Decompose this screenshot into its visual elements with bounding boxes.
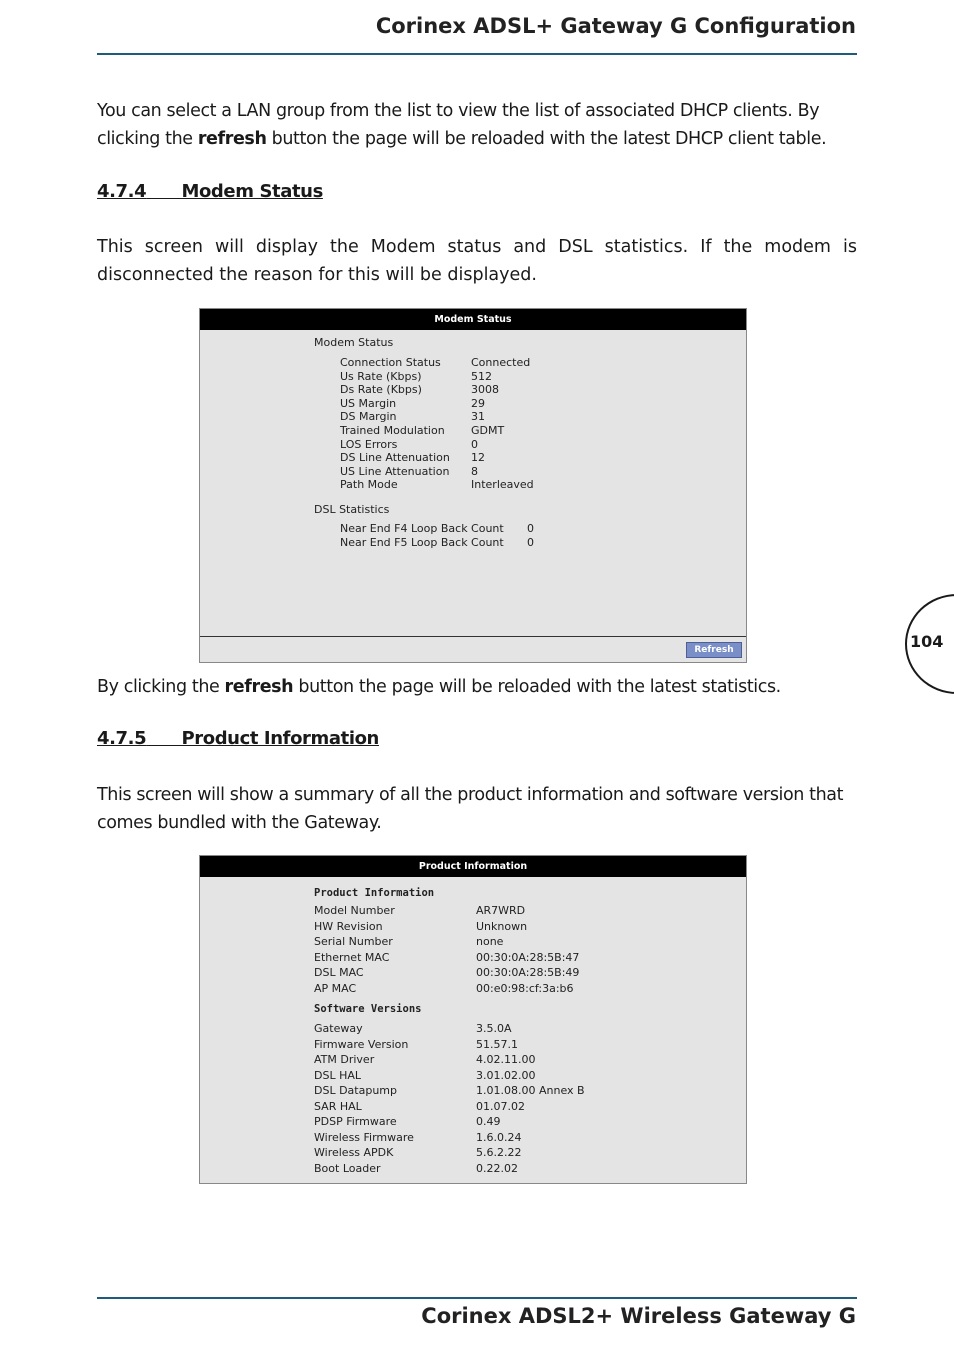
table-row xyxy=(314,1162,585,1178)
row-label: Model Number xyxy=(314,904,395,917)
section-number: 4.7.4 xyxy=(97,181,147,202)
table-row xyxy=(314,1084,585,1100)
table-row xyxy=(314,1069,585,1085)
table-row xyxy=(314,982,579,998)
row-label: Ds Rate (Kbps) xyxy=(340,383,422,397)
row-value: none xyxy=(476,935,504,948)
intro-text-2: button the page will be reloaded with the latest DHCP client table. xyxy=(266,128,827,149)
row-value: 512 xyxy=(471,369,492,383)
dsl-statistics-table xyxy=(340,522,534,549)
footer-rule xyxy=(97,1297,857,1299)
section-474-paragraph: This screen will display the Modem status and DSL statistics. If the modem is disconnected the reason for this will be displayed. xyxy=(97,237,857,285)
row-value: 51.57.1 xyxy=(476,1037,518,1051)
row-value: 3.5.0A xyxy=(476,1022,512,1035)
row-value: 0 xyxy=(471,437,478,451)
page-number: 104 xyxy=(910,632,944,651)
table-row xyxy=(340,397,534,411)
section-title: Product Information xyxy=(181,728,379,749)
table-row xyxy=(314,1146,585,1162)
modem-status-table xyxy=(340,356,534,492)
section-475-paragraph: This screen will show a summary of all the product information and software version that comes bundled with the Gateway. xyxy=(97,785,844,833)
row-label: Firmware Version xyxy=(314,1037,409,1051)
table-row xyxy=(314,920,579,936)
row-label: Path Mode xyxy=(340,478,398,492)
table-row xyxy=(314,1115,585,1131)
row-value: 1.01.08.00 Annex B xyxy=(476,1084,585,1097)
row-value: 4.02.11.00 xyxy=(476,1053,536,1066)
table-row xyxy=(314,1100,585,1116)
row-label: Connection Status xyxy=(340,356,441,369)
row-value: 8 xyxy=(471,464,478,478)
software-versions-group-title: Software Versions xyxy=(314,1003,422,1015)
row-label: Trained Modulation xyxy=(340,423,445,437)
after-modem-paragraph xyxy=(97,674,857,702)
row-label: Us Rate (Kbps) xyxy=(340,369,422,383)
page-footer-title: Corinex ADSL2+ Wireless Gateway G xyxy=(421,1304,856,1328)
product-info-group-title: Product Information xyxy=(314,887,435,899)
table-row xyxy=(340,383,534,397)
software-versions-table xyxy=(314,1022,585,1177)
row-value: 3008 xyxy=(471,383,499,397)
table-row xyxy=(314,1131,585,1147)
row-value: Connected xyxy=(471,356,531,369)
modem-status-screenshot xyxy=(199,308,747,663)
section-heading-474 xyxy=(97,181,323,202)
intro-text-1: You can select a LAN group from the list to view the list of associated DHCP clients. By clicking the xyxy=(97,101,820,149)
row-value: 0 xyxy=(527,535,534,549)
row-value: 12 xyxy=(471,451,485,465)
row-value: Unknown xyxy=(476,919,528,933)
table-row xyxy=(314,1022,585,1038)
table-row xyxy=(314,966,579,982)
product-info-table xyxy=(314,904,579,997)
row-value: 3.01.02.00 xyxy=(476,1068,536,1082)
table-row xyxy=(340,536,534,550)
row-value: GDMT xyxy=(471,423,505,437)
table-row xyxy=(314,935,579,951)
row-label: Wireless Firmware xyxy=(314,1130,414,1144)
row-label: DSL MAC xyxy=(314,966,364,979)
table-row xyxy=(340,522,534,536)
row-label: US Margin xyxy=(340,396,397,410)
table-row xyxy=(340,424,534,438)
row-value: AR7WRD xyxy=(476,904,526,917)
after-modem-text-2: button the page will be reloaded with the latest statistics. xyxy=(293,677,781,697)
row-value: 01.07.02 xyxy=(476,1099,525,1113)
row-label: Boot Loader xyxy=(314,1161,381,1175)
row-value: Interleaved xyxy=(471,478,534,492)
intro-bold-refresh: refresh xyxy=(197,128,267,149)
after-modem-text-1: By clicking the xyxy=(97,677,225,697)
row-label: SAR HAL xyxy=(314,1099,362,1113)
row-value: 1.6.0.24 xyxy=(476,1130,522,1144)
table-row xyxy=(314,1038,585,1054)
row-value: 00:30:0A:28:5B:47 xyxy=(476,950,580,964)
row-label: Ethernet MAC xyxy=(314,950,390,964)
refresh-button[interactable]: Refresh xyxy=(686,642,742,658)
row-value: 00:e0:98:cf:3a:b6 xyxy=(476,981,574,995)
table-row xyxy=(340,356,534,370)
row-label: HW Revision xyxy=(314,919,383,933)
modem-status-group-title: Modem Status xyxy=(314,336,394,349)
row-value: 0.49 xyxy=(476,1115,501,1128)
row-label: DSL HAL xyxy=(314,1068,362,1082)
table-row xyxy=(340,438,534,452)
table-row xyxy=(314,1053,585,1069)
table-row xyxy=(314,904,579,920)
product-info-screenshot xyxy=(199,855,747,1184)
row-label: DS Margin xyxy=(340,410,397,424)
table-row xyxy=(340,465,534,479)
row-label: DSL Datapump xyxy=(314,1084,397,1097)
product-info-titlebar: Product Information xyxy=(200,856,746,877)
row-value: 31 xyxy=(471,410,485,424)
modem-status-separator xyxy=(200,636,746,637)
section-number: 4.7.5 xyxy=(97,728,147,749)
dsl-statistics-group-title: DSL Statistics xyxy=(314,503,390,516)
row-value: 5.6.2.22 xyxy=(476,1146,522,1159)
row-value: 00:30:0A:28:5B:49 xyxy=(476,966,580,979)
row-label: Wireless APDK xyxy=(314,1146,394,1159)
table-row xyxy=(314,951,579,967)
row-value: 29 xyxy=(471,396,485,410)
table-row xyxy=(340,451,534,465)
row-label: ATM Driver xyxy=(314,1053,375,1066)
row-label: Gateway xyxy=(314,1022,363,1035)
row-label: AP MAC xyxy=(314,981,357,995)
section-heading-475 xyxy=(97,728,379,749)
row-label: US Line Attenuation xyxy=(340,464,450,478)
row-label: Near End F5 Loop Back Count xyxy=(340,535,504,549)
row-label: Serial Number xyxy=(314,935,393,948)
row-value: 0.22.02 xyxy=(476,1161,518,1175)
section-title: Modem Status xyxy=(181,181,323,202)
row-value: 0 xyxy=(527,522,534,535)
row-label: DS Line Attenuation xyxy=(340,451,450,465)
page-header-title: Corinex ADSL+ Gateway G Configuration xyxy=(375,14,856,38)
after-modem-bold-refresh: refresh xyxy=(224,677,294,697)
row-label: LOS Errors xyxy=(340,437,398,451)
table-row xyxy=(340,370,534,384)
intro-paragraph xyxy=(97,98,857,153)
header-rule xyxy=(97,53,857,55)
table-row xyxy=(340,478,534,492)
row-label: Near End F4 Loop Back Count xyxy=(340,522,504,535)
table-row xyxy=(340,410,534,424)
row-label: PDSP Firmware xyxy=(314,1115,397,1128)
modem-status-titlebar: Modem Status xyxy=(200,309,746,330)
